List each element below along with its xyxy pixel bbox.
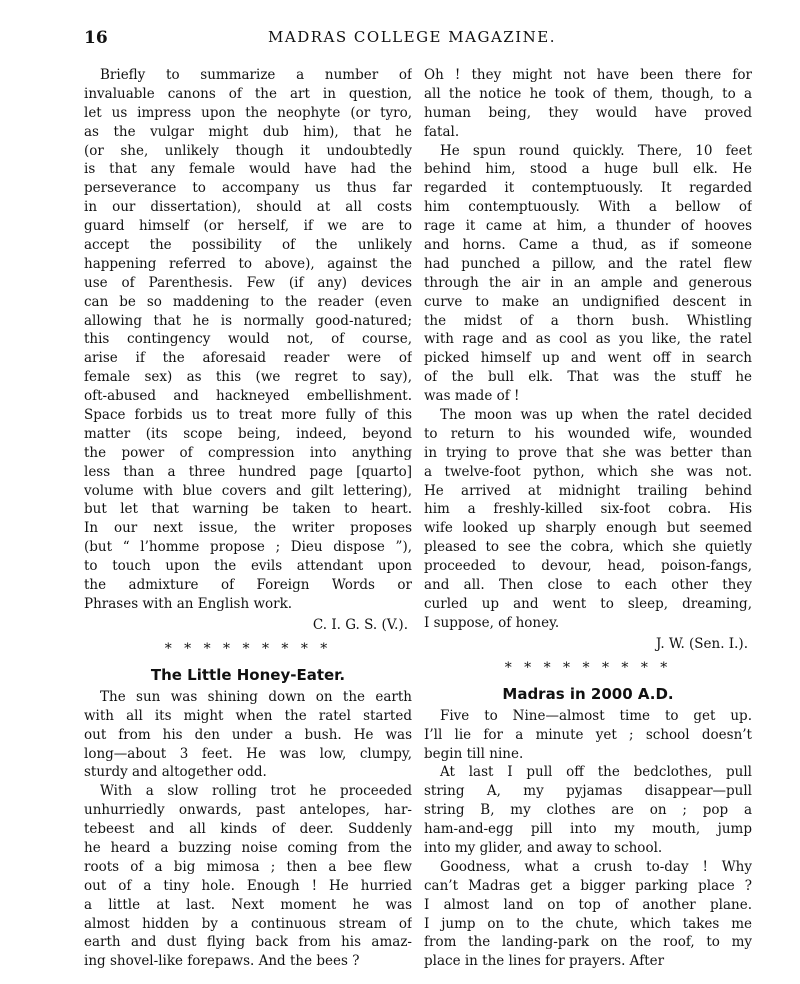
text-line: tebeest and all kinds of deer. Suddenly [84,821,412,838]
text-line: to touch upon the evils attendant upon [84,558,412,575]
text-line: string A, my pyjamas disappear—pull [424,783,752,800]
text-line: with rage and as cool as you like, the ratel [424,331,752,348]
text-line: can be so maddening to the reader (even [84,293,412,310]
text-line: The moon was up when the ratel decided [440,407,752,424]
paragraph [424,406,752,633]
text-line: ing shovel-like forepaws. And the bees ? [84,953,360,970]
text-line: all the notice he took of them, though, to a [424,85,752,102]
text-line: Goodness, what a crush to-day ! Why [440,858,752,875]
text-line: wife looked up sharply enough but seemed [424,520,752,537]
paragraph [424,142,752,406]
text-line: sturdy and altogether odd. [84,764,267,781]
text-line: him contemptuously. With a bellow of [424,199,752,216]
text-line: out of a tiny hole. Enough ! He hurried [84,877,412,894]
text-line: regarded it contemptuously. It regarded [424,180,752,197]
paragraph [424,66,752,142]
text-line: roots of a big mimosa ; then a bee flew [84,858,412,875]
text-line: into my glider, and away to school. [424,839,663,856]
text-line: place in the lines for prayers. After [424,953,665,970]
text-line: through the air in an ample and generous [424,274,752,291]
parenthesis-article [84,66,412,614]
paragraph [424,763,752,857]
left-column [84,66,412,971]
signature-right: J. W. (Sen. I.). [655,635,748,652]
text-line: the midst of a thorn bush. Whistling [424,312,752,329]
text-line: with all its might when the ratel started [84,707,412,724]
article-title: The Little Honey-Eater. [150,665,346,684]
text-line: arise if the aforesaid reader were of [84,350,412,367]
text-line: I jump on to the chute, which takes me [424,915,752,932]
text-line: (but “ l’homme propose ; Dieu dispose ”), [84,539,412,556]
page-header [84,28,740,54]
text-line: use of Parenthesis. Few (if any) devices [84,274,412,291]
text-line: picked himself up and went off in search [424,350,752,367]
article-title: Madras in 2000 A.D. [502,684,674,703]
text-line: out from his den under a bush. He was [84,726,412,743]
text-line: I suppose, of honey. [424,614,560,631]
text-line: rage it came at him, a thunder of hooves [424,218,752,235]
text-line: volume with blue covers and gilt lettering), [84,482,412,499]
text-line: perseverance to accompany us thus far [84,180,412,197]
text-line: less than a three hundred page [quarto] [84,463,412,480]
text-line: was made of ! [424,388,520,405]
right-column [424,66,752,971]
text-line: behind him, stood a huge bull elk. He [424,161,752,178]
honey-eater-continued [424,66,752,633]
text-line: proceeded to devour, head, poison-fangs, [424,558,752,575]
text-line: of the bull elk. That was the stuff he [424,369,752,386]
text-line: oft-abused and hackneyed embellishment. [84,388,412,405]
text-line: from the landing-park on the roof, to my [424,934,752,951]
text-line: Five to Nine—almost time to get up. [440,707,752,724]
text-line: I’ll lie for a minute yet ; school doesn’t [424,726,752,743]
text-line: At last I pull off the bedclothes, pull [440,764,752,781]
text-line: can’t Madras get a bigger parking place ? [424,877,752,894]
text-line: (or she, unlikely though it undoubtedly [84,142,412,159]
text-line: but let that warning be taken to heart. [84,501,412,518]
paragraph [424,858,752,971]
text-line: string B, my clothes are on ; pop a [424,802,752,819]
text-line: allowing that he is normally good-natured; [84,312,412,329]
text-line: almost hidden by a continuous stream of [84,915,412,932]
text-line: He arrived at midnight trailing behind [424,482,752,499]
section-divider: * * * * * * * * * [504,659,672,676]
text-line: Oh ! they might not have been there for [424,67,752,83]
text-line: in our dissertation), should at all costs [84,199,412,216]
madras-2000-body [424,707,752,971]
text-line: fatal. [424,123,460,140]
text-line: as the vulgar might dub him), that he [84,123,412,140]
text-line: to return to his wounded wife, wounded [424,425,752,442]
text-line: begin till nine. [424,745,524,762]
running-head: MADRAS COLLEGE MAGAZINE. [268,28,556,46]
text-line: and horns. Came a thud, as if someone [424,237,752,254]
text-line: earth and dust flying back from his amaz- [84,934,412,951]
text-line: I almost land on top of another plane. [424,896,752,913]
text-line: Space forbids us to treat more fully of this [84,407,412,424]
text-line: let us impress upon the neophyte (or tyro, [84,104,412,121]
text-line: In our next issue, the writer proposes [84,520,412,537]
page-number: 16 [84,28,108,48]
signature-left: C. I. G. S. (V.). [312,616,408,633]
text-line: accept the possibility of the unlikely [84,237,412,254]
text-line: happening referred to above), against the [84,255,412,272]
text-line: him a freshly-killed six-foot cobra. His [424,501,752,518]
text-line: He spun round quickly. There, 10 feet [440,142,752,159]
text-line: guard himself (or herself, if we are to [84,218,412,235]
text-line: Briefly to summarize a number of [100,67,412,83]
text-line: the admixture of Foreign Words or [84,577,412,594]
text-line: curled up and went to sleep, dreaming, [424,595,752,612]
text-line: invaluable canons of the art in question, [84,85,412,102]
text-line: this contingency would not, of course, [84,331,412,348]
text-line: curve to make an undignified descent in [424,293,752,310]
text-line: a little at last. Next moment he was [84,896,412,913]
paragraph [424,707,752,764]
text-line: is that any female would have had the [84,161,412,178]
text-line: female sex) as this (we regret to say), [84,369,412,386]
text-line: he heard a buzzing noise coming from the [84,839,412,856]
text-line: unhurriedly onwards, past antelopes, har- [84,802,412,819]
text-line: ham-and-egg pill into my mouth, jump [424,821,752,838]
text-line: Phrases with an English work. [84,595,293,612]
text-line: and all. Then close to each other they [424,577,752,594]
text-line: in trying to prove that she was better than [424,444,752,461]
text-line: matter (its scope being, indeed, beyond [84,425,412,442]
text-line: pleased to see the cobra, which she quietly [424,539,752,556]
text-line: a twelve-foot python, which she was not. [424,463,752,480]
honey-eater-body [84,688,412,971]
text-line: The sun was shining down on the earth [100,688,412,705]
text-line: the power of compression into anything [84,444,412,461]
paragraph [84,782,412,971]
paragraph [84,688,412,782]
section-divider: * * * * * * * * * [164,640,332,657]
text-line: long—about 3 feet. He was low, clumpy, [84,745,412,762]
text-line: human being, they would have proved [424,104,752,121]
text-line: With a slow rolling trot he proceeded [100,783,412,800]
text-line: had punched a pillow, and the ratel flew [424,255,752,272]
